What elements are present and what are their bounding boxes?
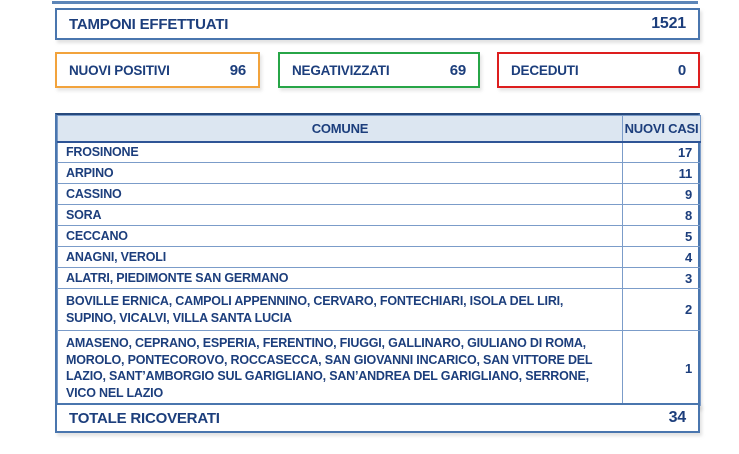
nuovi-casi-cell: 17	[623, 142, 701, 163]
nuovi-positivi-label: NUOVI POSITIVI	[69, 62, 170, 78]
comune-cell: ARPINO	[58, 163, 623, 184]
comune-cell: FROSINONE	[58, 142, 623, 163]
deceduti-label: DECEDUTI	[511, 62, 579, 78]
nuovi-casi-cell: 3	[623, 268, 701, 289]
comune-cell: CECCANO	[58, 226, 623, 247]
comune-cell: BOVILLE ERNICA, CAMPOLI APPENNINO, CERVARO, FONTECHIARI, ISOLA DEL LIRI, SUPINO, VICALVI, VILLA SANTA LUCIA	[58, 289, 623, 331]
comune-cell: SORA	[58, 205, 623, 226]
negativizzati-card	[278, 52, 480, 88]
table-row	[58, 205, 701, 226]
nuovi-casi-cell: 11	[623, 163, 701, 184]
tamponi-effettuati-bar	[55, 8, 700, 40]
totale-ricoverati-bar	[55, 403, 700, 433]
nuovi-casi-cell: 8	[623, 205, 701, 226]
table-row	[58, 184, 701, 205]
comune-cell: AMASENO, CEPRANO, ESPERIA, FERENTINO, FIUGGI, GALLINARO, GIULIANO DI ROMA, MOROLO, PONTECOROVO, ROCCASECCA, SAN GIOVANNI INCARICO, SAN VITTORE DEL LAZIO, SANT’AMBORGIO SUL GARIGLIANO, SAN’ANDREA DEL GARIGLIANO, SERRONE, VICO NEL LAZIO	[58, 331, 623, 406]
nuovi-casi-cell: 1	[623, 331, 701, 406]
table-row	[58, 289, 701, 331]
totale-ricoverati-label: TOTALE RICOVERATI	[69, 409, 220, 427]
table-row	[58, 268, 701, 289]
negativizzati-label: NEGATIVIZZATI	[292, 62, 390, 78]
comune-cell: ALATRI, PIEDIMONTE SAN GERMANO	[58, 268, 623, 289]
deceduti-card	[497, 52, 700, 88]
top-divider-line	[52, 1, 698, 4]
nuovi-positivi-value: 96	[229, 61, 246, 79]
table-row	[58, 163, 701, 184]
tamponi-label: TAMPONI EFFETTUATI	[69, 15, 229, 33]
table-row	[58, 226, 701, 247]
tamponi-value: 1521	[651, 15, 686, 32]
deceduti-value: 0	[677, 61, 686, 79]
table-row	[58, 247, 701, 268]
header-comune: COMUNE	[58, 116, 623, 142]
nuovi-casi-cell: 4	[623, 247, 701, 268]
table-header-row	[58, 116, 701, 142]
comune-cell: CASSINO	[58, 184, 623, 205]
nuovi-casi-cell: 5	[623, 226, 701, 247]
table-row	[58, 142, 701, 163]
table-row	[58, 331, 701, 406]
comune-table	[55, 113, 700, 408]
header-nuovi-casi: NUOVI CASI	[623, 116, 701, 142]
nuovi-positivi-card	[55, 52, 260, 88]
nuovi-casi-cell: 2	[623, 289, 701, 331]
negativizzati-value: 69	[449, 61, 466, 79]
nuovi-casi-cell: 9	[623, 184, 701, 205]
comune-cell: ANAGNI, VEROLI	[58, 247, 623, 268]
totale-ricoverati-value: 34	[668, 409, 686, 426]
